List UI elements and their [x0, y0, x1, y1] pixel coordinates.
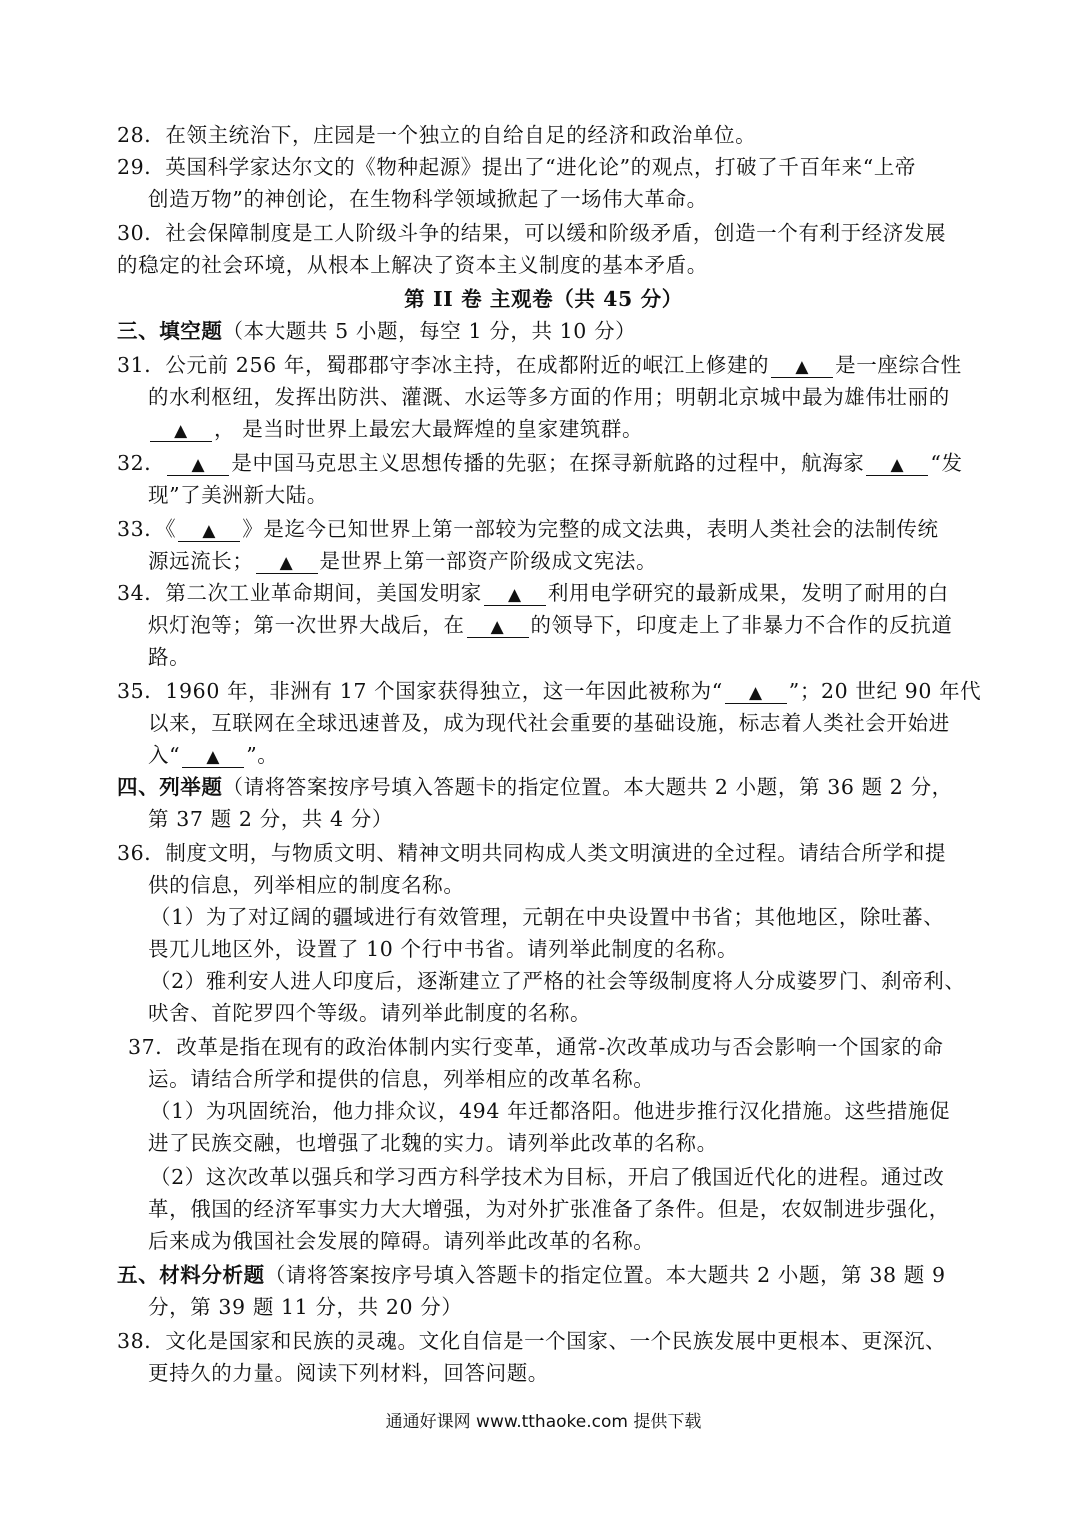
q32-number: 32．	[117, 451, 166, 475]
q32-text-1: 是中国马克思主义思想传播的先驱；在探寻新航路的过程中，航海家	[231, 451, 865, 475]
answer-blank	[467, 613, 529, 638]
q34-line-2	[148, 609, 953, 641]
q37-2-line-1: （2）这次改革以强兵和学习西方科学技术为目标，开启了俄国近代化的进程。通过改	[150, 1165, 945, 1189]
section-4-heading: 四、列举题	[117, 775, 223, 799]
q37-2-line-2: 革，俄国的经济军事实力大大增强，为对外扩张准备了条件。但是，农奴制进步强化，	[148, 1197, 950, 1221]
q37-1-line-2: 进了民族交融，也增强了北魏的实力。请列举此改革的名称。	[148, 1131, 718, 1155]
blank-triangle-icon: ▲	[206, 747, 221, 767]
blank-triangle-icon: ▲	[490, 617, 505, 637]
q36-line-2: 供的信息，列举相应的制度名称。	[148, 873, 465, 897]
answer-blank	[866, 451, 928, 476]
q34-text-3: 炽灯泡等；第一次世界大战后，在	[148, 613, 465, 637]
section-2-title: 第 II 卷 主观卷（共 45 分）	[404, 287, 683, 311]
section-4-header	[117, 771, 953, 803]
answer-blank	[182, 743, 244, 768]
q37-line-2: 运。请结合所学和提供的信息，列举相应的改革名称。	[148, 1067, 655, 1091]
answer-blank	[178, 517, 240, 542]
q36-1-line-1: （1）为了对辽阔的疆域进行有效管理，元朝在中央设置中书省；其他地区，除吐蕃、	[150, 905, 945, 929]
q30-line-1: 30．社会保障制度是工人阶级斗争的结果，可以缓和阶级矛盾，创造一个有利于经济发展	[117, 221, 947, 245]
section-4-note: （请将答案按序号填入答题卡的指定位置。本大题共 2 小题，第 36 题 2 分，	[222, 775, 953, 799]
q35-line-3	[148, 739, 278, 771]
section-4-note-line-2: 第 37 题 2 分，共 4 分）	[148, 807, 393, 831]
q35-line-2: 以来，互联网在全球迅速普及，成为现代社会重要的基础设施，标志着人类社会开始进	[148, 711, 950, 735]
q34-text-4: 的领导下，印度走上了非暴力不合作的反抗道	[530, 613, 953, 637]
q31-line-2: 的水利枢纽，发挥出防洪、灌溉、水运等多方面的作用；明朝北京城中最为雄伟壮丽的	[148, 385, 950, 409]
q31-line-1	[117, 349, 962, 381]
q33-text-1: 》是迄今已知世界上第一部较为完整的成文法典，表明人类社会的法制传统	[242, 517, 939, 541]
blank-triangle-icon: ▲	[508, 585, 522, 605]
blank-triangle-icon: ▲	[174, 421, 188, 441]
q34-text-1: 34．第二次工业革命期间，美国发明家	[117, 581, 482, 605]
q31-text-2: 是一座综合性	[835, 353, 962, 377]
q33-line-1	[117, 513, 939, 545]
section-5-note: （请将答案按序号填入答题卡的指定位置。本大题共 2 小题，第 38 题 9	[264, 1263, 946, 1287]
blank-triangle-icon: ▲	[795, 357, 809, 377]
q35-text-2: ”；20 世纪 90 年代	[788, 679, 982, 703]
q36-2-line-2: 吠舍、首陀罗四个等级。请列举此制度的名称。	[148, 1001, 592, 1025]
blank-triangle-icon: ▲	[191, 455, 206, 475]
q36-1-line-2: 畏兀儿地区外，设置了 10 个行中书省。请列举此制度的名称。	[148, 937, 739, 961]
section-5-note-line-2: 分，第 39 题 11 分，共 20 分）	[148, 1295, 463, 1319]
q30-line-2: 的稳定的社会环境，从根本上解决了资本主义制度的基本矛盾。	[117, 253, 708, 277]
section-3-note: （本大题共 5 小题，每空 1 分，共 10 分）	[222, 319, 637, 343]
q31-text-3: ， 是当时世界上最宏大最辉煌的皇家建筑群。	[214, 417, 644, 441]
section-5-heading: 五、材料分析题	[117, 1263, 265, 1287]
q31-text-1: 31．公元前 256 年，蜀郡郡守李冰主持，在成都附近的岷江上修建的	[117, 353, 770, 377]
q34-text-2: 利用电学研究的最新成果，发明了耐用的白	[547, 581, 949, 605]
q37-2-line-3: 后来成为俄国社会发展的障碍。请列举此改革的名称。	[148, 1229, 655, 1253]
q32-line-1	[117, 447, 963, 479]
q28-line: 28．在领主统治下，庄园是一个独立的自给自足的经济和政治单位。	[117, 123, 757, 147]
q34-line-3: 路。	[148, 645, 191, 669]
blank-triangle-icon: ▲	[279, 553, 294, 573]
blank-triangle-icon: ▲	[202, 521, 217, 541]
q33-text-3: 是世界上第一部资产阶级成文宪法。	[319, 549, 658, 573]
q34-line-1	[117, 577, 949, 609]
q36-2-line-1: （2）雅利安人进人印度后，逐渐建立了严格的社会等级制度将人分成婆罗门、刹帝利、	[150, 969, 966, 993]
q33-line-2	[148, 545, 657, 577]
answer-blank	[484, 581, 546, 606]
answer-blank	[725, 679, 787, 704]
section-3-header	[117, 315, 636, 347]
blank-triangle-icon: ▲	[890, 455, 905, 475]
answer-blank	[167, 451, 229, 476]
q31-line-3	[148, 413, 643, 445]
q35-text-4: ”。	[246, 743, 279, 767]
q35-text-1: 35．1960 年，非洲有 17 个国家获得独立，这一年因此被称为“	[117, 679, 723, 703]
q35-line-1	[117, 675, 981, 707]
answer-blank	[256, 549, 318, 574]
blank-triangle-icon: ▲	[748, 683, 763, 703]
q36-line-1: 36．制度文明，与物质文明、精神文明共同构成人类文明演进的全过程。请结合所学和提	[117, 841, 947, 865]
q32-text-2: “发	[930, 451, 963, 475]
q33-text-2: 源远流长；	[148, 549, 254, 573]
q38-line-1: 38．文化是国家和民族的灵魂。文化自信是一个国家、一个民族发展中更根本、更深沉、	[117, 1329, 947, 1353]
answer-blank	[150, 417, 212, 442]
q29-line-2: 创造万物”的神创论，在生物科学领域掀起了一场伟大革命。	[148, 187, 708, 211]
q37-line-1: 37．改革是指在现有的政治体制内实行变革，通常-次改革成功与否会影响一个国家的命	[128, 1035, 944, 1059]
q37-1-line-1: （1）为巩固统治，他力排众议，494 年迁都洛阳。他进步推行汉化措施。这些措施促	[150, 1099, 951, 1123]
answer-blank	[771, 353, 833, 378]
q33-number: 33．《	[117, 517, 177, 541]
q38-line-2: 更持久的力量。阅读下列材料，回答问题。	[148, 1361, 549, 1385]
page-footer: 通通好课网 www.tthaoke.com 提供下载	[385, 1412, 702, 1432]
q29-line-1: 29．英国科学家达尔文的《物种起源》提出了“进化论”的观点，打破了千百年来“上帝	[117, 155, 917, 179]
q35-text-3: 入“	[148, 743, 181, 767]
section-5-header	[117, 1259, 946, 1291]
section-3-heading: 三、填空题	[117, 319, 223, 343]
q32-line-2: 现”了美洲新大陆。	[148, 483, 328, 507]
